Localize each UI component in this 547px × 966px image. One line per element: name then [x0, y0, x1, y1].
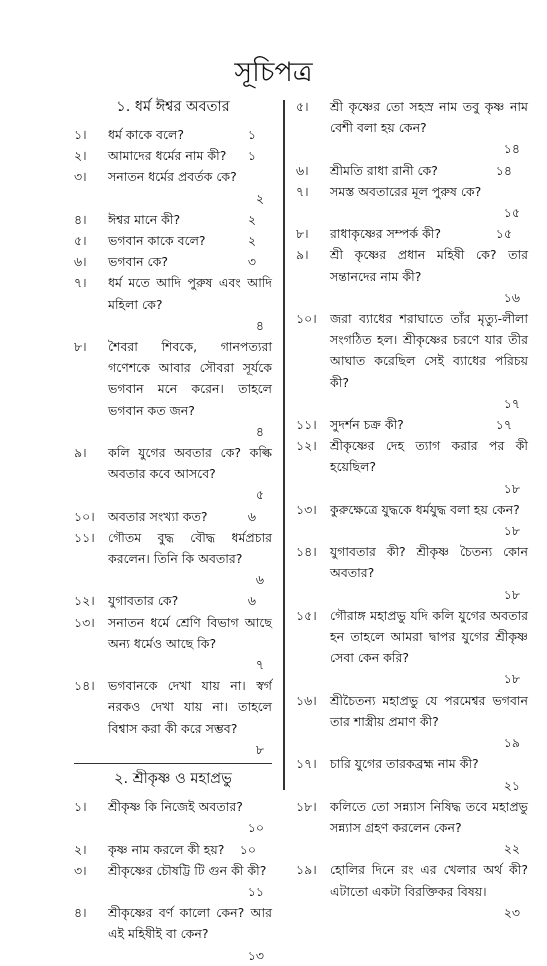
- toc-item-text: ধর্ম কাকে বলে?: [108, 127, 184, 142]
- toc-item-number: ১৩।: [74, 614, 95, 630]
- toc-item-page: ৪: [255, 317, 264, 333]
- toc-item-text: কুরুক্ষেত্রে যুদ্ধকে ধর্মযুদ্ধ বলা হয় কেন?: [330, 501, 520, 517]
- toc-item-text: শ্রী কৃষ্ণের তো সহস্র নাম তবু কৃষ্ণ নাম বেশী বলা হয় কেন?: [330, 99, 528, 136]
- toc-item-number: ৩।: [74, 169, 87, 185]
- toc-item-number: ১৮।: [296, 798, 317, 814]
- right-list: [296, 96, 528, 923]
- toc-item-text: চারি যুগের তারকব্রহ্ম নাম কী?: [330, 756, 479, 772]
- toc-item: [296, 796, 528, 860]
- toc-item-number: ৬।: [74, 254, 87, 270]
- toc-item: [74, 124, 272, 145]
- toc-item-page: ১৬: [503, 289, 520, 305]
- toc-item-page: ১৫: [503, 205, 520, 221]
- toc-item-page: ৬: [247, 508, 256, 524]
- toc-item-page: ২৩: [503, 904, 520, 920]
- toc-item: [296, 160, 528, 181]
- toc-item-number: ১৩।: [296, 501, 317, 517]
- toc-item-text: শ্রীমতি রাধা রানী কে?: [330, 162, 438, 178]
- toc-item-number: ১২।: [74, 593, 95, 609]
- toc-item: [296, 96, 528, 160]
- toc-item-text: ভগবানকে দেখা যায় না। স্বর্গ নরকও দেখা যায় না। তাহলে বিশ্বাস করা কী করে সম্ভব?: [108, 678, 272, 736]
- toc-item-text: যুগাবতার কী? শ্রীকৃষ্ণ চৈতন্য কোন অবতার?: [330, 544, 528, 581]
- left-column: [74, 96, 272, 966]
- toc-item-page: ১৮: [503, 480, 520, 496]
- toc-item-text: আমাদের ধর্মের নাম কী?: [108, 148, 227, 164]
- toc-item: [296, 308, 528, 414]
- toc-item-number: ১।: [74, 127, 87, 142]
- toc-item-text: শৈবরা শিবকে, গানপত্যরা গণেশকে আবার সৌবরা সূর্যকে ভগবান মনে করেন। তাহলে ভগবান কত জন?: [108, 339, 272, 418]
- toc-item: [74, 209, 272, 230]
- toc-item: [74, 506, 272, 527]
- toc-item-text: ধর্ম মতে আদি পুরুষ এবং আদি মহিলা কে?: [108, 275, 272, 312]
- toc-item-number: ২।: [74, 841, 87, 857]
- section1-list: [74, 124, 272, 760]
- toc-item-page: ২২: [503, 841, 520, 857]
- toc-item: [296, 690, 528, 754]
- column-divider: [283, 100, 285, 790]
- toc-item-page: ১০: [247, 820, 264, 836]
- toc-item: [296, 181, 528, 223]
- toc-item-page: ১৯: [503, 735, 520, 751]
- toc-item-page: ২: [255, 190, 264, 206]
- toc-item-number: ১১।: [296, 417, 317, 433]
- toc-item-page: ১০: [239, 841, 256, 857]
- toc-item: [74, 839, 272, 860]
- toc-item: [296, 414, 528, 435]
- toc-item-text: ভগবান কাকে বলে?: [108, 233, 206, 249]
- toc-item-page: ১৪: [495, 162, 512, 178]
- toc-item: [296, 499, 528, 541]
- toc-item-page: ২: [247, 233, 256, 249]
- toc-item-page: ১: [247, 148, 256, 164]
- toc-item-number: ১২।: [296, 438, 317, 454]
- toc-item: [74, 527, 272, 591]
- toc-item-number: ৪।: [74, 211, 87, 227]
- toc-item-text: সুদর্শন চক্র কী?: [330, 417, 404, 433]
- toc-item-number: ১৫।: [296, 607, 317, 623]
- toc-item-number: ৭।: [296, 183, 309, 199]
- toc-item: [74, 442, 272, 506]
- toc-item-page: ১৫: [495, 226, 512, 242]
- toc-item-page: ১৩: [247, 947, 264, 963]
- toc-item-text: শ্রীকৃষ্ণ কি নিজেই অবতার?: [108, 799, 243, 815]
- toc-item-text: ঈশ্বর মানে কী?: [108, 211, 181, 227]
- toc-item-text: সনাতন ধর্মের প্রবর্তক কে?: [108, 169, 237, 185]
- toc-item-text: সনাতন ধর্মে শ্রেণি বিভাগ আছে অন্য ধর্মেও আছে কি?: [108, 614, 272, 651]
- toc-item-number: ৯।: [74, 445, 87, 461]
- section1-heading: ১. ধর্ম ঈশ্বর অবতার: [116, 99, 230, 115]
- toc-item: [74, 251, 272, 272]
- toc-item-page: ১১: [247, 883, 264, 899]
- toc-item-number: ৫।: [74, 233, 87, 249]
- toc-item-number: ১০।: [74, 508, 95, 524]
- toc-item-page: ৫: [255, 487, 264, 503]
- right-column: [296, 96, 528, 923]
- toc-item-page: ৬: [247, 593, 256, 609]
- toc-item-text: কলি যুগের অবতার কে? কল্কি অবতার কবে আসবে?: [108, 445, 272, 482]
- toc-item-page: ১: [247, 127, 256, 142]
- toc-item-page: ১৮: [503, 586, 520, 602]
- toc-item-text: গৌতম বুদ্ধ বৌদ্ধ ধর্মপ্রচার করলেন। তিনি কি অবতার?: [108, 529, 272, 567]
- toc-item-text: শ্রীচৈতন্য মহাপ্রভু যে পরমেশ্বর ভগবান তার শাস্ত্রীয় প্রমাণ কী?: [330, 692, 528, 729]
- toc-item-number: ১০।: [296, 311, 317, 327]
- toc-item-page: ৮: [255, 741, 264, 757]
- toc-item-page: ১৮: [503, 671, 520, 687]
- toc-item-page: ২: [247, 211, 256, 227]
- toc-item-page: ৩: [247, 254, 256, 270]
- toc-item-page: ৪: [255, 423, 264, 439]
- toc-item-number: ৩।: [74, 862, 87, 878]
- toc-item: [74, 796, 272, 838]
- toc-item-number: ৪।: [74, 905, 87, 921]
- toc-item-text: যুগাবতার কে?: [108, 593, 179, 609]
- section2-heading: ২. শ্রীকৃষ্ণ ও মহাপ্রভু: [74, 763, 272, 792]
- toc-item: [74, 860, 272, 902]
- toc-item-number: ৮।: [74, 339, 87, 355]
- toc-item-number: ৯।: [296, 247, 309, 263]
- toc-item-number: ১৬।: [296, 692, 317, 708]
- toc-item: [296, 859, 528, 923]
- toc-item-text: ভগবান কে?: [108, 254, 168, 270]
- toc-item-text: শ্রী কৃষ্ণের প্রধান মহিষী কে? তার সন্তানদের নাম কী?: [330, 247, 528, 284]
- toc-item: [296, 605, 528, 690]
- toc-item-text: রাধাকৃষ্ণের সম্পর্ক কী?: [330, 226, 442, 242]
- toc-item: [74, 612, 272, 676]
- toc-item-number: ১।: [74, 799, 87, 815]
- toc-item-text: শ্রীকৃষ্ণের বর্ণ কালো কেন? আর এই মহিষীই বা কেন?: [108, 905, 272, 942]
- toc-item: [296, 435, 528, 499]
- toc-item: [74, 166, 272, 208]
- toc-item: [296, 244, 528, 308]
- toc-item-number: ২।: [74, 148, 87, 164]
- toc-item-text: অবতার সংখ্যা কত?: [108, 508, 208, 524]
- toc-item-text: কলিতে তো সন্ন্যাস নিষিদ্ধ তবে মহাপ্রভু সন্ন্যাস গ্রহণ করলেন কেন?: [330, 798, 528, 835]
- toc-item-text: হোলির দিনে রং এর খেলার অর্থ কী? এটাতো একটা বিরক্তিকর বিষয়।: [330, 862, 528, 899]
- toc-item-number: ১৪।: [296, 544, 317, 560]
- toc-item-page: ৬: [255, 572, 264, 588]
- toc-item-page: ৭: [255, 657, 264, 673]
- toc-item-text: জরা ব্যাধের শরাঘাতে তাঁর মৃত্যু-লীলা সংগঠিত হল। শ্রীকৃষ্ণের চরণে যার তীর আঘাত করেছিল সেই ব্যাধের পরিচয় কী?: [330, 311, 528, 390]
- toc-item-page: ১৭: [503, 395, 520, 411]
- toc-item-number: ১৯।: [296, 862, 317, 878]
- toc-item-number: ১৪।: [74, 678, 95, 694]
- toc-item-number: ৫।: [296, 99, 309, 114]
- toc-item-text: শ্রীকৃষ্ণের দেহ ত্যাগ করার পর কী হয়েছিল?: [330, 438, 528, 475]
- toc-item-number: ৮।: [296, 226, 309, 242]
- toc-item-page: ১৭: [495, 417, 512, 433]
- toc-item-text: কৃষ্ণ নাম করলে কী হয়?: [108, 841, 225, 857]
- toc-item: [296, 223, 528, 244]
- toc-item: [296, 753, 528, 795]
- toc-item: [74, 272, 272, 336]
- toc-item: [74, 590, 272, 611]
- toc-item: [74, 336, 272, 442]
- toc-item-number: ১১।: [74, 529, 95, 545]
- toc-item-page: ১৪: [503, 141, 520, 157]
- toc-item-number: ৭।: [74, 275, 87, 291]
- toc-item-text: গৌরাঙ্গ মহাপ্রভু যদি কলি যুগের অবতার হন তাহলে আমরা দ্বাপর যুগের শ্রীকৃষ্ণ সেবা কেন করি?: [330, 607, 528, 666]
- toc-item-text: সমস্ত অবতারের মূল পুরুষ কে?: [330, 183, 482, 199]
- toc-item: [74, 902, 272, 966]
- toc-item-number: ১৭।: [296, 756, 317, 772]
- toc-item-page: ১৮: [503, 523, 520, 539]
- toc-item-text: শ্রীকৃষ্ণের চৌষট্টি টি গুন কী কী?: [108, 862, 267, 878]
- toc-item-page: ২১: [503, 777, 520, 793]
- section2-list: [74, 796, 272, 966]
- toc-item: [74, 145, 272, 166]
- toc-item-number: ৬।: [296, 162, 309, 178]
- toc-item: [74, 230, 272, 251]
- toc-item: [296, 541, 528, 605]
- page-title: সূচিপত্র: [234, 57, 313, 88]
- toc-item: [74, 675, 272, 760]
